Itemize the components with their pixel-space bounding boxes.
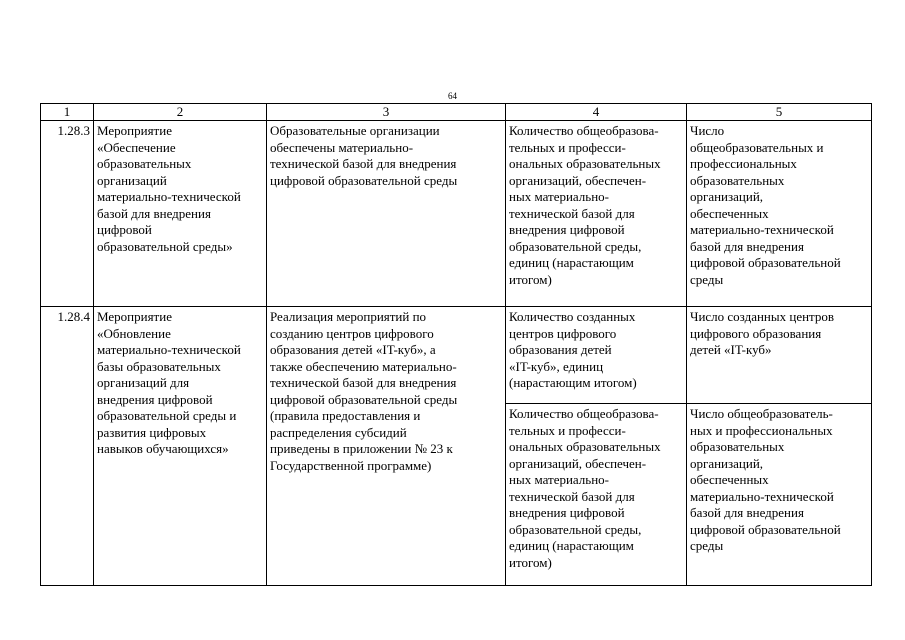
header-row <box>41 104 872 121</box>
table-row <box>41 121 872 307</box>
event-name: Мероприятие «Обеспечение образовательных организаций материально-технической базой для внедрения цифровой образовательной среды» <box>94 121 267 307</box>
event-name: Мероприятие «Обновление материально-технической базы образовательных организаций для внедрения цифровой образовательной среды и развития цифровых навыков обучающихся» <box>94 307 267 586</box>
expected-result: Реализация мероприятий по созданию центров цифрового образования детей «IT-куб», а также обеспечению материально- технической базой для внедрения цифровой образовательной среды (правила предоставления и распределения субсидий приведены в приложении № 23 к Государственной программе) <box>267 307 506 586</box>
indicator: Количество общеобразова- тельных и професси- ональных образовательных организаций, обеспечен- ных материально- технической базой для внедрения цифровой образовательной среды, единиц (нарастающим итогом) <box>506 404 687 586</box>
indicator-name: Число созданных центров цифрового образования детей «IT-куб» <box>687 307 872 404</box>
expected-result: Образовательные организации обеспечены материально- технической базой для внедрения цифровой образовательной среды <box>267 121 506 307</box>
indicator: Количество общеобразова- тельных и професси- ональных образовательных организаций, обеспечен- ных материально- технической базой для внедрения цифровой образовательной среды, единиц (нарастающим итогом) <box>506 121 687 307</box>
indicator-name: Число общеобразовательных и профессиональных образовательных организаций, обеспеченных материально-технической базой для внедрения цифровой образовательной среды <box>687 121 872 307</box>
header-col-2: 2 <box>94 104 267 121</box>
header-col-3: 3 <box>267 104 506 121</box>
row-number: 1.28.4 <box>41 307 94 586</box>
indicator-name: Число общеобразователь- ных и профессиональных образовательных организаций, обеспеченных материально-технической базой для внедрения цифровой образовательной среды <box>687 404 872 586</box>
table-row <box>41 307 872 404</box>
page-number: 64 <box>448 91 457 101</box>
header-col-1: 1 <box>41 104 94 121</box>
indicator: Количество созданных центров цифрового образования детей «IT-куб», единиц (нарастающим итогом) <box>506 307 687 404</box>
header-col-4: 4 <box>506 104 687 121</box>
measures-table <box>40 103 872 586</box>
header-col-5: 5 <box>687 104 872 121</box>
row-number: 1.28.3 <box>41 121 94 307</box>
